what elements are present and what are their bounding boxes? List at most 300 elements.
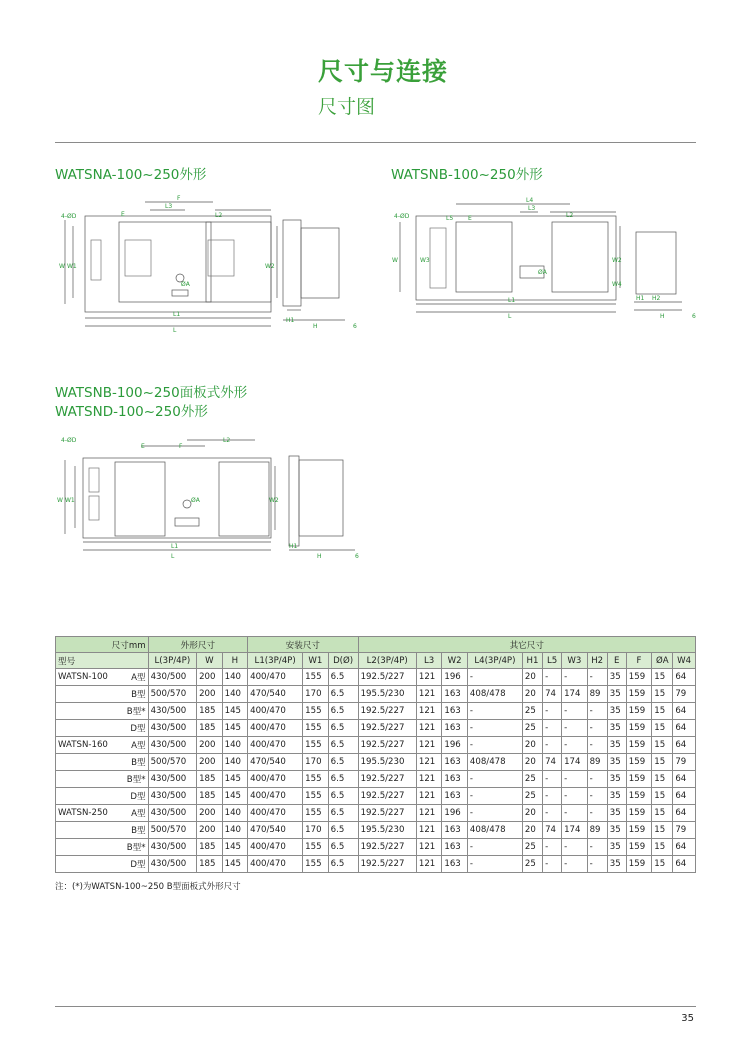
table-cell: 163: [442, 839, 468, 856]
table-cell: 174: [562, 822, 588, 839]
svg-text:6: 6: [355, 553, 359, 560]
table-cell: 200: [197, 669, 223, 686]
table-cell: 35: [607, 720, 626, 737]
table-cell: 155: [303, 788, 329, 805]
table-cell: 163: [442, 754, 468, 771]
table-cell: -: [587, 771, 607, 788]
table-row: [56, 669, 696, 686]
svg-text:W4: W4: [612, 281, 622, 288]
table-cell: -: [587, 737, 607, 754]
table-cell: 430/500: [148, 737, 197, 754]
table-cell: 163: [442, 788, 468, 805]
svg-text:L1: L1: [508, 297, 516, 304]
table-cell: 200: [197, 737, 223, 754]
table-cell: -: [562, 805, 588, 822]
table-cell: 35: [607, 754, 626, 771]
model-cell: [56, 686, 121, 703]
type-cell: B型*: [120, 771, 148, 788]
table-cell: 15: [652, 754, 673, 771]
table-cell: 155: [303, 771, 329, 788]
type-cell: A型: [120, 669, 148, 686]
table-cell: 200: [197, 822, 223, 839]
table-row: [56, 754, 696, 771]
table-cell: 64: [673, 856, 696, 873]
table-cell: 121: [416, 686, 442, 703]
watsnd-outline-drawing: [55, 432, 365, 562]
group-header: 安装尺寸: [248, 637, 358, 653]
table-row: [56, 856, 696, 873]
table-cell: 15: [652, 788, 673, 805]
table-cell: 121: [416, 737, 442, 754]
svg-text:L: L: [171, 553, 175, 560]
table-cell: 192.5/227: [358, 669, 416, 686]
svg-text:L2: L2: [566, 212, 574, 219]
table-cell: 200: [197, 805, 223, 822]
column-header: W4: [673, 653, 696, 669]
table-cell: 170: [303, 686, 329, 703]
svg-text:6: 6: [692, 313, 696, 320]
table-row: [56, 737, 696, 754]
table-cell: 64: [673, 737, 696, 754]
column-header: H2: [587, 653, 607, 669]
table-cell: 192.5/227: [358, 720, 416, 737]
table-cell: 140: [222, 737, 248, 754]
model-cell: [56, 720, 121, 737]
table-cell: 15: [652, 669, 673, 686]
table-cell: 64: [673, 805, 696, 822]
page-title: 尺寸与连接: [318, 57, 449, 86]
table-cell: 200: [197, 686, 223, 703]
table-cell: 408/478: [467, 822, 522, 839]
table-cell: 25: [522, 703, 542, 720]
table-cell: 20: [522, 805, 542, 822]
type-cell: B型: [120, 754, 148, 771]
table-cell: 192.5/227: [358, 788, 416, 805]
table-cell: -: [543, 720, 562, 737]
table-cell: 430/500: [148, 805, 197, 822]
table-cell: -: [562, 839, 588, 856]
column-header: L(3P/4P): [148, 653, 197, 669]
watsnb-side-body: [636, 232, 676, 294]
column-header: H1: [522, 653, 542, 669]
svg-text:L3: L3: [528, 205, 536, 212]
svg-text:L1: L1: [171, 543, 179, 550]
table-cell: 185: [197, 839, 223, 856]
table-cell: 79: [673, 822, 696, 839]
dimension-table: [55, 636, 696, 873]
table-cell: 400/470: [248, 737, 303, 754]
table-cell: 89: [587, 754, 607, 771]
svg-text:ØA: ØA: [538, 269, 547, 276]
table-cell: 174: [562, 686, 588, 703]
table-cell: 74: [543, 686, 562, 703]
svg-text:E: E: [468, 215, 472, 222]
table-cell: 6.5: [328, 754, 358, 771]
svg-text:W: W: [59, 263, 65, 270]
table-cell: 6.5: [328, 737, 358, 754]
table-cell: 430/500: [148, 720, 197, 737]
table-cell: 20: [522, 737, 542, 754]
table-cell: -: [467, 669, 522, 686]
table-cell: 64: [673, 839, 696, 856]
table-cell: 174: [562, 754, 588, 771]
table-cell: 500/570: [148, 822, 197, 839]
table-cell: 155: [303, 703, 329, 720]
table-cell: 15: [652, 856, 673, 873]
table-cell: 25: [522, 771, 542, 788]
type-cell: B型: [120, 822, 148, 839]
table-cell: 20: [522, 669, 542, 686]
table-row: [56, 805, 696, 822]
table-cell: 159: [626, 737, 652, 754]
table-cell: 121: [416, 822, 442, 839]
column-header: D(Ø): [328, 653, 358, 669]
table-cell: 121: [416, 839, 442, 856]
table-cell: 185: [197, 856, 223, 873]
svg-text:E: E: [121, 211, 125, 218]
model-cell: WATSN-250: [56, 805, 121, 822]
table-cell: 140: [222, 822, 248, 839]
table-cell: -: [587, 669, 607, 686]
type-cell: B型: [120, 686, 148, 703]
table-cell: 145: [222, 788, 248, 805]
type-cell: A型: [120, 737, 148, 754]
table-cell: 15: [652, 839, 673, 856]
table-cell: 145: [222, 856, 248, 873]
group-header: 其它尺寸: [358, 637, 695, 653]
table-cell: 159: [626, 703, 652, 720]
table-cell: 20: [522, 822, 542, 839]
table-cell: 430/500: [148, 788, 197, 805]
table-cell: 121: [416, 754, 442, 771]
svg-text:H: H: [660, 313, 665, 320]
table-cell: 408/478: [467, 754, 522, 771]
table-cell: 430/500: [148, 839, 197, 856]
table-cell: 145: [222, 703, 248, 720]
table-cell: 155: [303, 856, 329, 873]
table-cell: 155: [303, 720, 329, 737]
svg-text:W1: W1: [67, 263, 77, 270]
svg-text:L3: L3: [165, 203, 173, 210]
table-cell: 195.5/230: [358, 754, 416, 771]
table-cell: -: [587, 805, 607, 822]
table-cell: 15: [652, 771, 673, 788]
table-cell: 430/500: [148, 669, 197, 686]
page-number: 35: [681, 1013, 694, 1024]
table-cell: 163: [442, 720, 468, 737]
table-cell: 121: [416, 669, 442, 686]
table-cell: 35: [607, 788, 626, 805]
table-cell: 121: [416, 720, 442, 737]
table-cell: 79: [673, 754, 696, 771]
table-cell: 400/470: [248, 720, 303, 737]
table-cell: 500/570: [148, 686, 197, 703]
table-cell: 6.5: [328, 788, 358, 805]
table-cell: -: [543, 805, 562, 822]
table-cell: -: [467, 737, 522, 754]
section-title-watsna: WATSNA-100~250外形: [55, 167, 207, 183]
table-cell: 64: [673, 720, 696, 737]
table-cell: 35: [607, 822, 626, 839]
table-cell: -: [543, 788, 562, 805]
svg-text:H: H: [313, 323, 318, 330]
table-cell: 163: [442, 822, 468, 839]
table-cell: 163: [442, 856, 468, 873]
svg-text:H: H: [317, 553, 322, 560]
column-header: E: [607, 653, 626, 669]
table-cell: 140: [222, 686, 248, 703]
table-cell: 185: [197, 720, 223, 737]
table-cell: 192.5/227: [358, 856, 416, 873]
watsna-side-body: [283, 220, 301, 306]
label-od: 4-ØD: [61, 213, 77, 220]
table-cell: 145: [222, 720, 248, 737]
table-cell: 121: [416, 771, 442, 788]
table-cell: -: [543, 856, 562, 873]
table-cell: 470/540: [248, 822, 303, 839]
table-cell: 159: [626, 856, 652, 873]
column-header: ØA: [652, 653, 673, 669]
table-cell: 163: [442, 703, 468, 720]
table-cell: 140: [222, 669, 248, 686]
table-cell: -: [543, 737, 562, 754]
svg-text:L: L: [173, 327, 177, 334]
table-cell: 25: [522, 839, 542, 856]
table-cell: 192.5/227: [358, 805, 416, 822]
column-header: H: [222, 653, 248, 669]
svg-text:F: F: [179, 443, 183, 450]
table-cell: 15: [652, 703, 673, 720]
table-cell: -: [587, 839, 607, 856]
section-title-watsnb: WATSNB-100~250外形: [391, 167, 543, 183]
table-cell: 200: [197, 754, 223, 771]
table-cell: 159: [626, 771, 652, 788]
table-cell: -: [587, 720, 607, 737]
table-cell: -: [467, 805, 522, 822]
table-cell: -: [467, 771, 522, 788]
table-cell: -: [562, 856, 588, 873]
table-cell: 35: [607, 771, 626, 788]
model-cell: WATSN-160: [56, 737, 121, 754]
table-cell: -: [587, 703, 607, 720]
model-cell: [56, 839, 121, 856]
svg-text:W: W: [57, 497, 63, 504]
watsna-front-body: [85, 216, 271, 312]
table-cell: 74: [543, 822, 562, 839]
table-cell: 163: [442, 686, 468, 703]
table-cell: -: [562, 771, 588, 788]
column-header: W3: [562, 653, 588, 669]
table-cell: 145: [222, 771, 248, 788]
model-cell: [56, 754, 121, 771]
svg-text:L1: L1: [173, 311, 181, 318]
model-cell: [56, 822, 121, 839]
table-cell: 155: [303, 737, 329, 754]
table-cell: 430/500: [148, 771, 197, 788]
model-cell: [56, 703, 121, 720]
table-cell: 20: [522, 686, 542, 703]
section-title-watsnd: WATSND-100~250外形: [55, 404, 208, 420]
table-cell: 170: [303, 822, 329, 839]
table-cell: 140: [222, 805, 248, 822]
table-cell: 192.5/227: [358, 839, 416, 856]
header-divider: [55, 142, 696, 143]
column-header: L3: [416, 653, 442, 669]
table-cell: 64: [673, 788, 696, 805]
table-cell: -: [543, 669, 562, 686]
table-cell: 6.5: [328, 856, 358, 873]
table-cell: 170: [303, 754, 329, 771]
svg-text:H2: H2: [652, 295, 661, 302]
table-cell: -: [467, 839, 522, 856]
table-cell: -: [467, 703, 522, 720]
footer-divider: [55, 1006, 696, 1007]
watsna-outline-drawing: [55, 192, 365, 337]
table-cell: 121: [416, 703, 442, 720]
type-cell: B型*: [120, 839, 148, 856]
table-cell: 15: [652, 686, 673, 703]
table-cell: -: [467, 856, 522, 873]
table-cell: 400/470: [248, 703, 303, 720]
table-cell: 6.5: [328, 822, 358, 839]
table-cell: 74: [543, 754, 562, 771]
table-cell: 35: [607, 703, 626, 720]
svg-text:ØA: ØA: [181, 281, 190, 288]
svg-text:H1: H1: [636, 295, 645, 302]
table-cell: 6.5: [328, 720, 358, 737]
svg-text:L2: L2: [215, 212, 223, 219]
table-cell: 192.5/227: [358, 771, 416, 788]
table-cell: -: [562, 720, 588, 737]
table-cell: 185: [197, 771, 223, 788]
table-cell: 155: [303, 839, 329, 856]
table-cell: 159: [626, 788, 652, 805]
column-header: W: [197, 653, 223, 669]
watsnb-outline-drawing: [390, 192, 700, 322]
table-cell: -: [587, 856, 607, 873]
svg-text:W: W: [392, 257, 398, 264]
model-cell: [56, 788, 121, 805]
table-cell: 195.5/230: [358, 686, 416, 703]
type-cell: D型: [120, 788, 148, 805]
svg-text:H1: H1: [286, 317, 295, 324]
column-header: L5: [543, 653, 562, 669]
table-cell: 6.5: [328, 703, 358, 720]
table-cell: 35: [607, 805, 626, 822]
column-header: L4(3P/4P): [467, 653, 522, 669]
table-cell: 121: [416, 856, 442, 873]
type-cell: B型*: [120, 703, 148, 720]
table-cell: 35: [607, 669, 626, 686]
column-header: F: [626, 653, 652, 669]
table-cell: 159: [626, 720, 652, 737]
table-cell: 196: [442, 737, 468, 754]
table-cell: 400/470: [248, 669, 303, 686]
table-corner-top: 尺寸mm: [56, 637, 149, 653]
svg-text:F: F: [177, 195, 181, 202]
svg-text:6: 6: [353, 323, 357, 330]
svg-text:W1: W1: [65, 497, 75, 504]
table-cell: -: [562, 737, 588, 754]
table-row: [56, 703, 696, 720]
table-cell: 15: [652, 822, 673, 839]
table-cell: -: [543, 771, 562, 788]
table-cell: 196: [442, 669, 468, 686]
column-header: L2(3P/4P): [358, 653, 416, 669]
table-cell: 163: [442, 771, 468, 788]
table-cell: 89: [587, 822, 607, 839]
group-header: 外形尺寸: [148, 637, 248, 653]
table-cell: 400/470: [248, 788, 303, 805]
table-row: [56, 720, 696, 737]
svg-text:H1: H1: [289, 543, 298, 550]
table-cell: 79: [673, 686, 696, 703]
table-cell: 159: [626, 686, 652, 703]
table-cell: 159: [626, 839, 652, 856]
svg-text:4-ØD: 4-ØD: [394, 213, 410, 220]
table-cell: -: [543, 703, 562, 720]
svg-text:W3: W3: [420, 257, 430, 264]
table-row: [56, 839, 696, 856]
table-cell: 192.5/227: [358, 703, 416, 720]
table-cell: 430/500: [148, 703, 197, 720]
footnote: 注：(*)为WATSN-100~250 B型面板式外形尺寸: [55, 882, 241, 892]
svg-text:L5: L5: [446, 215, 454, 222]
table-cell: 6.5: [328, 686, 358, 703]
column-header: L1(3P/4P): [248, 653, 303, 669]
table-cell: 196: [442, 805, 468, 822]
table-row: [56, 788, 696, 805]
table-cell: 155: [303, 669, 329, 686]
table-row: [56, 686, 696, 703]
table-cell: 25: [522, 788, 542, 805]
table-cell: 470/540: [248, 686, 303, 703]
table-cell: 195.5/230: [358, 822, 416, 839]
table-cell: 15: [652, 805, 673, 822]
table-cell: 159: [626, 805, 652, 822]
svg-text:L2: L2: [223, 437, 231, 444]
table-cell: 500/570: [148, 754, 197, 771]
table-cell: 159: [626, 754, 652, 771]
table-cell: 400/470: [248, 771, 303, 788]
table-cell: 121: [416, 805, 442, 822]
svg-text:W2: W2: [612, 257, 622, 264]
svg-text:W2: W2: [269, 497, 279, 504]
table-row: [56, 771, 696, 788]
table-cell: -: [467, 788, 522, 805]
table-cell: 192.5/227: [358, 737, 416, 754]
table-cell: -: [562, 669, 588, 686]
svg-text:E: E: [141, 443, 145, 450]
table-cell: 35: [607, 686, 626, 703]
table-cell: 155: [303, 805, 329, 822]
model-cell: WATSN-100: [56, 669, 121, 686]
table-body: [56, 669, 696, 873]
table-cell: 6.5: [328, 805, 358, 822]
table-cell: 64: [673, 771, 696, 788]
table-cell: 89: [587, 686, 607, 703]
table-cell: 470/540: [248, 754, 303, 771]
table-cell: -: [562, 788, 588, 805]
svg-text:L4: L4: [526, 197, 534, 204]
svg-text:W2: W2: [265, 263, 275, 270]
column-header: W1: [303, 653, 329, 669]
table-cell: -: [467, 720, 522, 737]
type-cell: A型: [120, 805, 148, 822]
table-group-header-row: [56, 637, 696, 653]
table-cell: 35: [607, 856, 626, 873]
table-cell: 35: [607, 737, 626, 754]
